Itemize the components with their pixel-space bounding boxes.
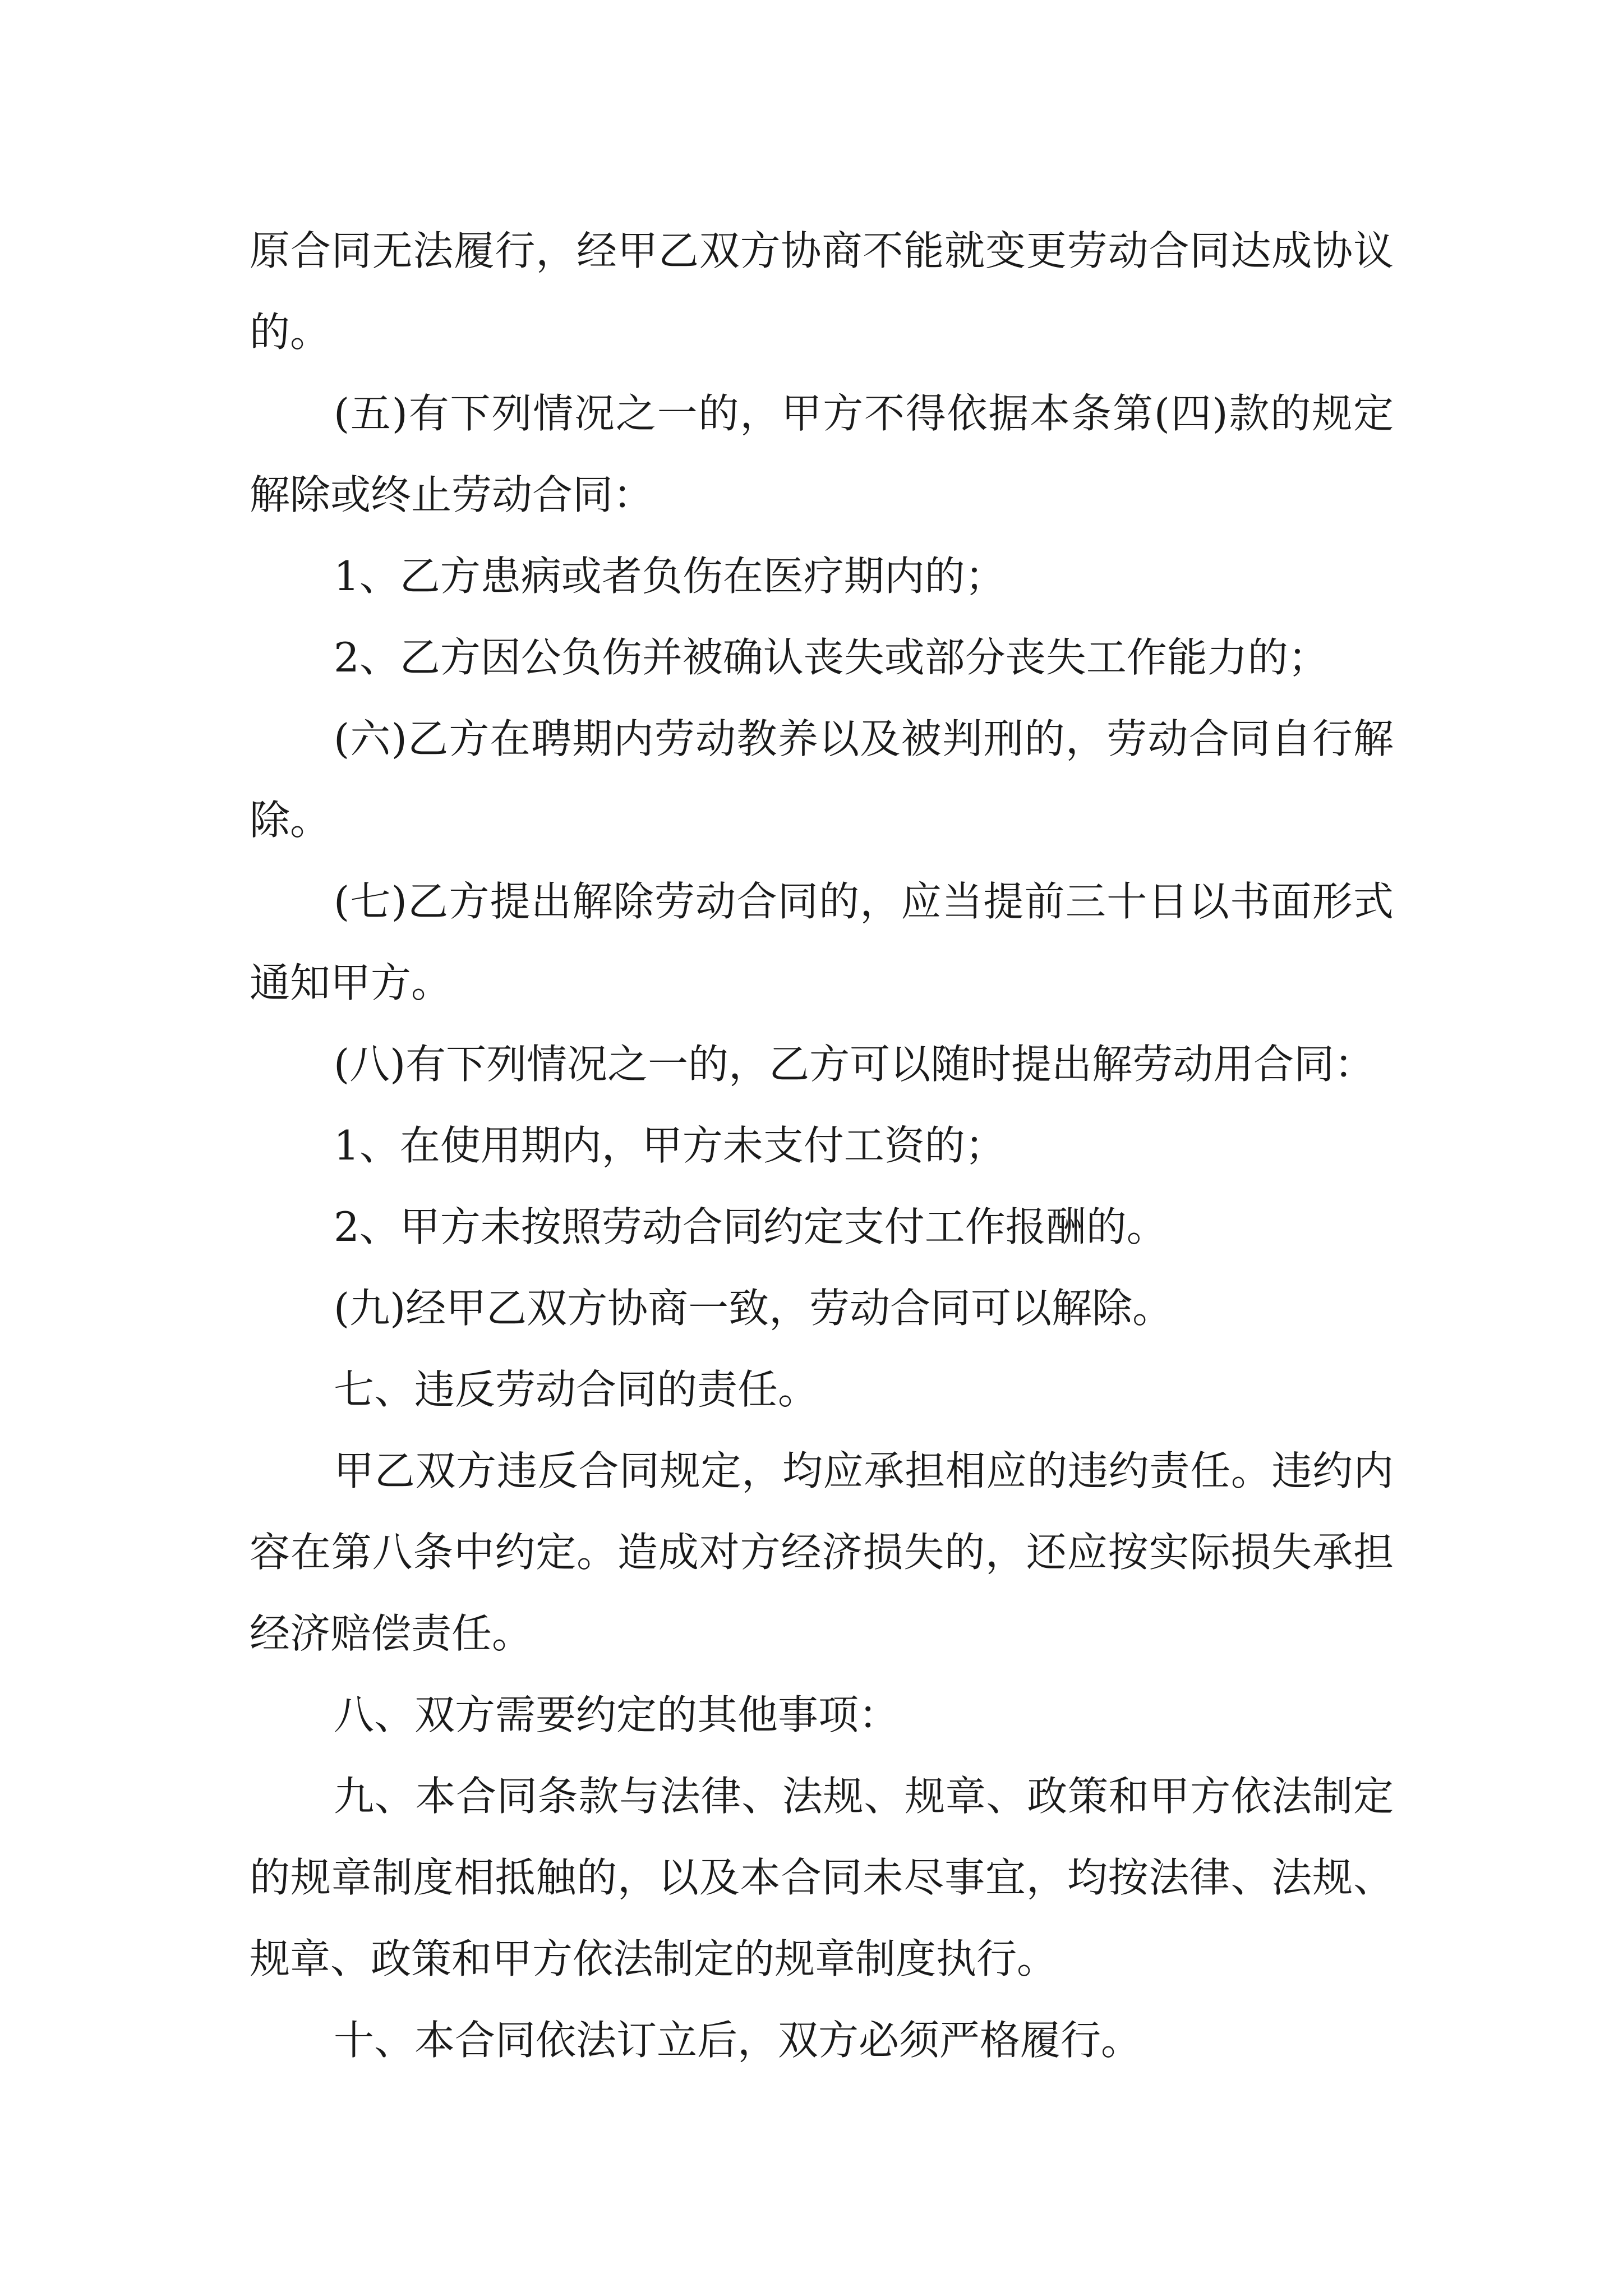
paragraph: 甲乙双方违反合同规定，均应承担相应的违约责任。违约内容在第八条中约定。造成对方经济损失的，还应按实际损失承担经济赔偿责任。 <box>250 1447 1394 1657</box>
paragraph: (五)有下列情况之一的，甲方不得依据本条第(四)款的规定解除或终止劳动合同： <box>250 390 1394 518</box>
paragraph: 十、本合同依法订立后，双方必须严格履行。 <box>334 2017 1142 2064</box>
paragraph: 1、乙方患病或者负伤在医疗期内的； <box>334 553 1006 600</box>
section-heading: 八、双方需要约定的其他事项： <box>334 1691 900 1738</box>
paragraph: 九、本合同条款与法律、法规、规章、政策和甲方依法制定的规章制度相抵触的，以及本合同未尽事宜，均按法律、法规、规章、政策和甲方依法制定的规章制度执行。 <box>250 1773 1394 1982</box>
paragraph: 2、乙方因公负伤并被确认丧失或部分丧失工作能力的； <box>334 634 1329 681</box>
paragraph: 2、甲方未按照劳动合同约定支付工作报酬的。 <box>334 1203 1167 1250</box>
paragraph: 1、在使用期内，甲方未支付工资的； <box>334 1122 1006 1169</box>
paragraph: 原合同无法履行，经甲乙双方协商不能就变更劳动合同达成协议的。 <box>250 227 1394 356</box>
paragraph: (九)经甲乙双方协商一致，劳动合同可以解除。 <box>334 1285 1173 1332</box>
document-body <box>250 210 1394 2081</box>
paragraph: (六)乙方在聘期内劳动教养以及被判刑的，劳动合同自行解除。 <box>250 715 1394 844</box>
paragraph: (八)有下列情况之一的，乙方可以随时提出解劳动用合同： <box>334 1041 1375 1088</box>
section-heading: 七、违反劳动合同的责任。 <box>334 1366 819 1413</box>
paragraph: (七)乙方提出解除劳动合同的，应当提前三十日以书面形式通知甲方。 <box>250 878 1394 1006</box>
